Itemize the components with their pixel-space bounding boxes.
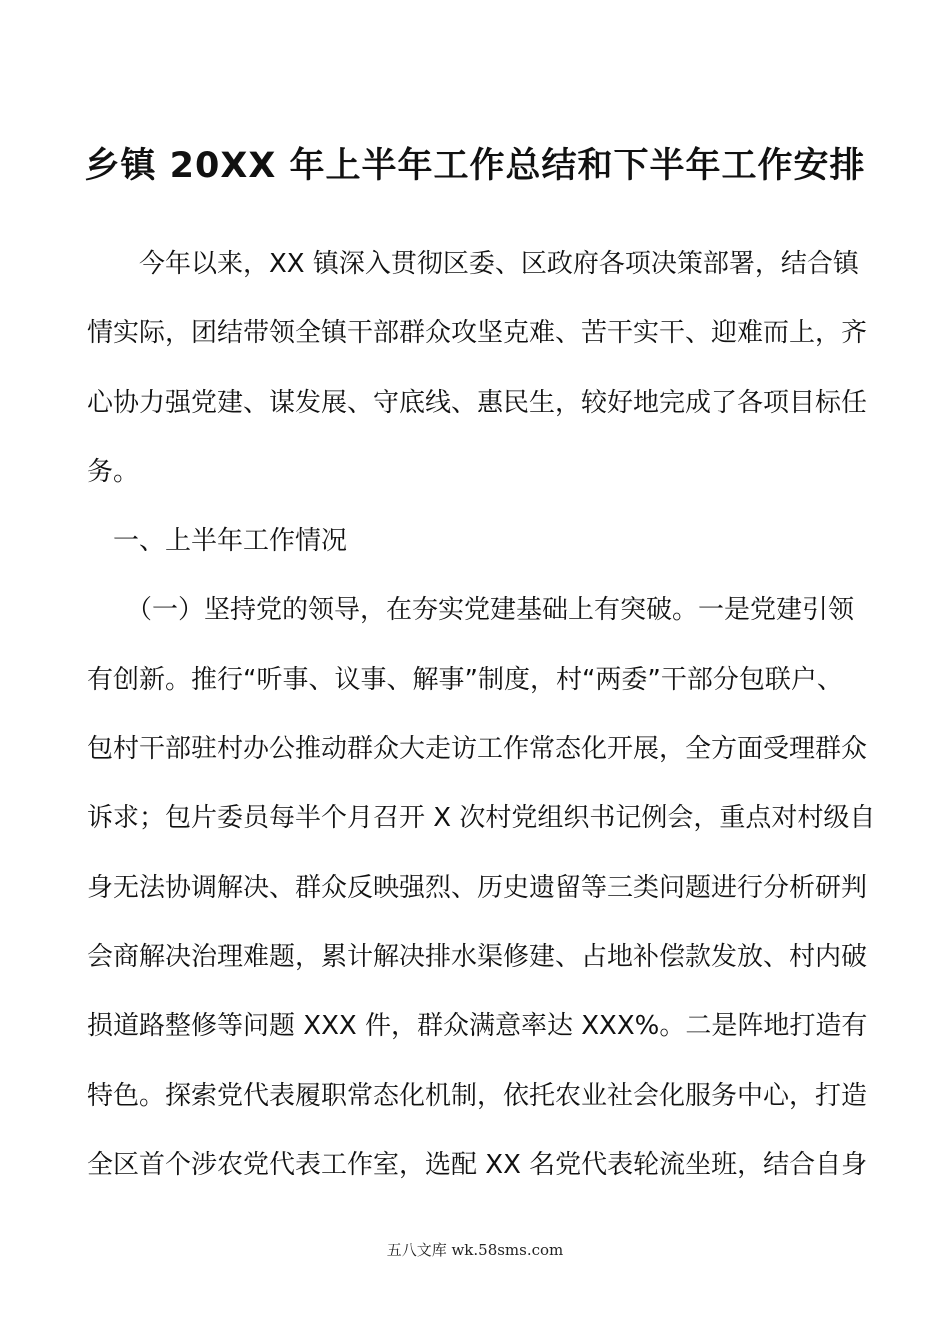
body-line: 心协力强党建、谋发展、守底线、惠民生，较好地完成了各项目标任 (87, 387, 868, 418)
document-title: 乡镇 20XX 年上半年工作总结和下半年工作安排 (84, 146, 866, 186)
body-line: 损道路整修等问题 XXX 件，群众满意率达 XXX%。二是阵地打造有 (87, 1011, 868, 1042)
body-line: 诉求；包片委员每半个月召开 X 次村党组织书记例会，重点对村级自 (87, 803, 876, 834)
body-line: （一）坚持党的领导，在夯实党建基础上有突破。一是党建引领 (87, 595, 855, 626)
body-line: 全区首个涉农党代表工作室，选配 XX 名党代表轮流坐班，结合自身 (87, 1149, 868, 1180)
section-heading: 一、上半年工作情况 (87, 526, 348, 557)
body-line: 特色。探索党代表履职常态化机制，依托农业社会化服务中心，打造 (87, 1080, 868, 1111)
body-line: 会商解决治理难题，累计解决排水渠修建、占地补偿款发放、村内破 (87, 941, 868, 972)
body-line: 有创新。推行“听事、议事、解事”制度，村“两委”干部分包联户、 (87, 664, 843, 695)
footer-watermark: 五八文库 wk.58sms.com (386, 1241, 564, 1259)
body-line: 今年以来，XX 镇深入贯彻区委、区政府各项决策部署，结合镇 (87, 249, 859, 279)
body-line: 包村干部驻村办公推动群众大走访工作常态化开展，全方面受理群众 (87, 734, 868, 765)
body-line: 身无法协调解决、群众反映强烈、历史遗留等三类问题进行分析研判 (87, 872, 868, 903)
body-line: 务。 (87, 456, 140, 487)
body-line: 情实际，团结带领全镇干部群众攻坚克难、苦干实干、迎难而上，齐 (87, 318, 868, 349)
document-body (87, 230, 876, 1200)
